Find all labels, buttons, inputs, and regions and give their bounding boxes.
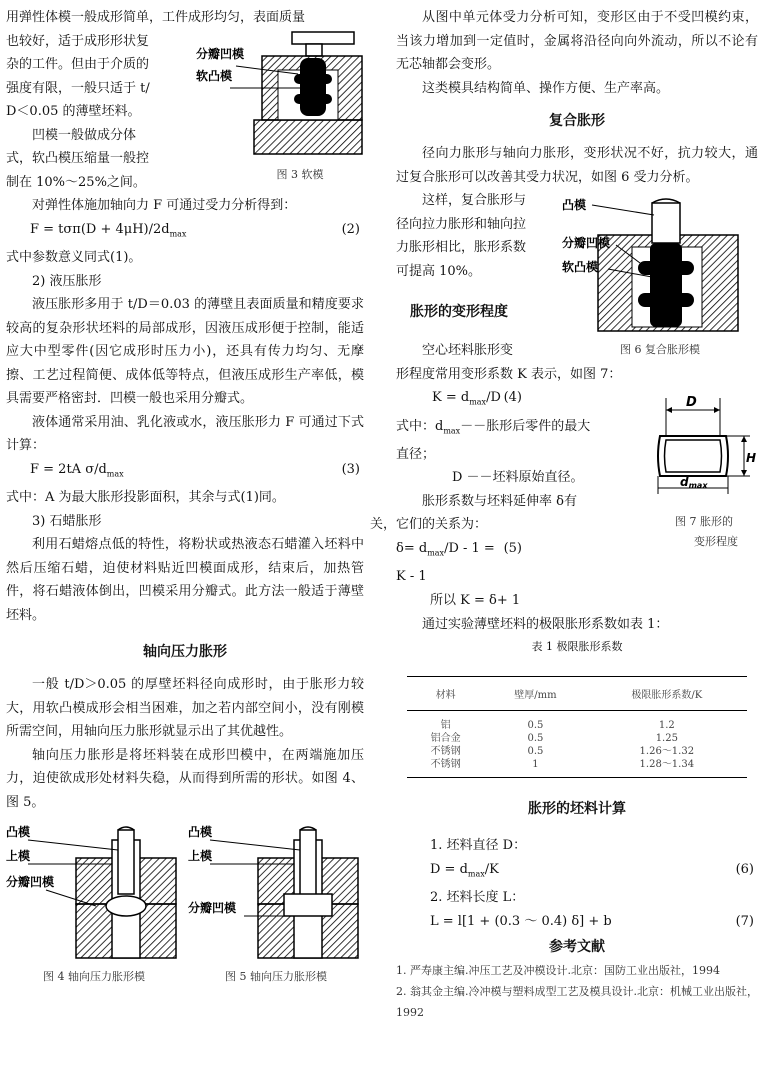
table-cell: 铝合金 <box>430 733 461 745</box>
table-cell: 0.5 <box>527 733 544 745</box>
paragraph-simple-structure: 这类模具结构简单、操作方便、生产率高。 <box>422 80 670 96</box>
paragraph-elongation: 胀形系数与坯料延伸率 δ有 关，它们的关系为： <box>370 493 577 533</box>
equation-3: F = 2tA $\sigma/d_{max}$ (3) <box>30 461 360 479</box>
fig6-label-soft-punch: 软凸模 <box>562 260 599 274</box>
paragraph-area: 式中：A 为最大胀形投影面积，其余与式(1)同。 <box>6 490 285 506</box>
equation-6: $D = d_{max}/K$ (6) <box>430 861 754 879</box>
table-cell: 1.28～1.34 <box>587 758 747 778</box>
figure-3-drawing <box>196 28 364 158</box>
figure-4-drawing <box>6 820 182 960</box>
equation-7: L = l[1 + (0.3 ～ 0.4) δ] + b (7) <box>430 913 754 929</box>
fig7-label-D: D <box>686 395 697 410</box>
subheading-hydraulic: 2) 液压胀形 <box>32 273 102 289</box>
heading-references: 参考文献 <box>549 938 605 955</box>
heading-deformation-degree: 胀形的变形程度 <box>410 304 508 320</box>
figure-3 <box>196 28 364 181</box>
paragraph-liquid: 液体通常采用油、乳化液或水，液压胀形力 F 可通过下式计算： <box>6 414 364 454</box>
figure-4 <box>6 820 182 984</box>
table-row <box>407 711 747 733</box>
table-header: 材料 <box>407 677 484 711</box>
right-column <box>370 6 758 1023</box>
equation-2: $F = t\sigma\pi(D + 4\mu H)/2d_{max}$ (2) <box>30 221 360 239</box>
fig6-label-punch: 凸模 <box>562 198 587 212</box>
fig3-label-split-die: 分瓣凹模 <box>196 46 245 61</box>
fig5-label-split-die: 分瓣凹模 <box>188 901 237 916</box>
fig4-label-punch: 凸模 <box>6 825 31 840</box>
figure-7 <box>650 390 758 552</box>
paragraph-dmax-def: 式中：$d_{max}--$胀形后零件的最大 直径； <box>396 418 591 462</box>
paragraph-die-split: 凹模一般做成分体 式，软凸模压缩量一般控 制在 10%～25%之间。 <box>6 127 150 190</box>
table-cell: 0.5 <box>527 746 544 758</box>
equation-4: $K = d_{max}/D$ (4) <box>432 390 522 407</box>
table-cell: 不锈钢 <box>430 746 461 758</box>
paragraph-composite-benefit: 这样，复合胀形与 径向拉力胀形和轴向拉 力胀形相比，胀形系数 可提高 10%。 <box>396 193 527 279</box>
figure-4-caption: 图 4 轴向压力胀形模 <box>43 970 145 984</box>
subheading-paraffin: 3) 石蜡胀形 <box>32 513 102 529</box>
item-blank-diameter: 1. 坯料直径 D： <box>430 838 527 854</box>
left-column <box>6 6 364 984</box>
fig4-label-upper-die: 上模 <box>6 849 31 864</box>
table-cell: 1.2 <box>658 720 675 732</box>
fig5-label-punch: 凸模 <box>188 825 213 840</box>
heading-composite-bulging: 复合胀形 <box>549 113 605 129</box>
fig4-label-split-die: 分瓣凹模 <box>6 875 55 890</box>
paragraph-table-intro: 通过实验薄壁坯料的极限胀形系数如表 1： <box>422 616 669 632</box>
figure-5-drawing <box>188 820 364 960</box>
heading-blank-calculation: 胀形的坯料计算 <box>528 801 626 818</box>
heading-axial-bulging: 轴向压力胀形 <box>143 644 227 661</box>
fig6-label-split-die: 分瓣凹模 <box>562 236 611 250</box>
table-row <box>407 745 747 758</box>
table-limit-coefficients <box>407 676 747 778</box>
figure-6-drawing <box>562 195 758 335</box>
paragraph-axial-process: 轴向压力胀形是将坯料装在成形凹模中，在两端施加压力，迫使欲成形处材料失稳，从而得到所需的形状。如图 4、图 5。 <box>6 747 364 810</box>
fig7-label-H: H <box>746 451 757 465</box>
figure-6 <box>562 195 758 357</box>
paragraph-paraffin: 利用石蜡熔点低的特性，将粉状或热液态石蜡灌入坯料中然后压缩石蜡，迫使材料贴近凹模面成形，结束后，加热管件，将石蜡液体倒出，凹模采用分瓣式。此方法一般适于薄壁坯料。 <box>6 537 364 623</box>
figure-3-caption: 图 3 软模 <box>276 167 324 181</box>
table-cell: 1.25 <box>655 733 678 745</box>
item-blank-length: 2. 坯料长度 L： <box>430 890 525 906</box>
table-header: 极限胀形系数/K <box>587 677 747 711</box>
table-row <box>407 758 747 778</box>
figure-5-caption: 图 5 轴向压力胀形模 <box>225 970 327 984</box>
paragraph-axial-force: 对弹性体施加轴向力 F 可通过受力分析得到： <box>32 198 297 213</box>
paragraph-thick-wall: 一般 t/D＞0.05 的厚壁坯料径向成形时，由于胀形力较大，用软凸模成形会相当困难，加之若内部空间小，没有刚模所需空间，用轴向压力胀形就显示出了其优越性。 <box>6 677 364 740</box>
table-header: 壁厚/mm <box>484 677 586 711</box>
paragraph-unit-analysis: 从图中单元体受力分析可知，变形区由于不受凹模约束，当该力增加到一定值时，金属将沿径向向外流动，所以不论有无芯轴都会变形。 <box>396 10 758 72</box>
paragraph-composite: 径向力胀形与轴向力胀形，变形状况不好，抗力较大，通过复合胀形可以改善其受力状况，如图 6 受力分析。 <box>396 146 758 185</box>
figure-7-drawing <box>650 390 758 500</box>
figure-6-caption: 图 6 复合胀形模 <box>620 343 700 356</box>
figure-7-caption: 图 7 胀形的 变形程度 <box>675 515 738 548</box>
table-1-caption: 表 1 极限胀形系数 <box>531 640 623 654</box>
fig7-label-dmax: dmax <box>680 475 708 490</box>
paragraph-K-relation: 所以 K = δ+ 1 <box>430 593 521 609</box>
paragraph-deformation-intro: 空心坯料胀形变 形程度常用变形系数 K 表示，如图 7： <box>396 343 622 382</box>
table-cell: 铝 <box>440 720 451 732</box>
paragraph-D-def: D －－坯料原始直径。 <box>452 470 584 486</box>
table-cell: 0.5 <box>527 720 544 732</box>
figures-4-5 <box>6 820 364 984</box>
fig5-label-upper-die: 上模 <box>188 849 213 864</box>
paragraph-params: 式中参数意义同式(1)。 <box>6 250 142 266</box>
fig3-label-soft-punch: 软凸模 <box>196 68 233 83</box>
reference-item: 2. 翁其金主编.冷冲模与塑料成型工艺及模具设计.北京：机械工业出版社，1992 <box>396 984 758 1019</box>
equation-5: $\delta= d_{max}/D - 1 = K - 1$ (5) <box>396 540 522 585</box>
table-cell: 1.26～1.32 <box>639 746 695 758</box>
paragraph-hydraulic: 液压胀形多用于 t/D＝0.03 的薄壁且表面质量和精度要求较高的复杂形状坯料的局部成形，因液压成形便于控制，能适应大中型零件(因它成形时压力小)，还具有传力均匀、无摩擦、工艺过程简便、成体低等特点，但液压成形生产率低，模具需要严格密封．凹模一般也采用分瓣式。 <box>6 297 364 407</box>
table-row <box>407 732 747 745</box>
figure-5 <box>188 820 364 984</box>
table-cell: 1 <box>484 758 586 778</box>
reference-item: 1. 严寿康主编.冲压工艺及冲模设计.北京：国防工业出版社，1994 <box>396 963 720 977</box>
table-cell: 不锈钢 <box>407 758 484 778</box>
paragraph-elastic-1b: 也较好，适于成形形状复 杂的工件。但由于介质的 强度有限，一般只适于 t/ D＜0.05 的薄壁坯料。 <box>6 33 150 119</box>
paragraph-elastic-1: 用弹性体模一般成形简单，工件成形均匀，表面质量 <box>6 10 306 25</box>
